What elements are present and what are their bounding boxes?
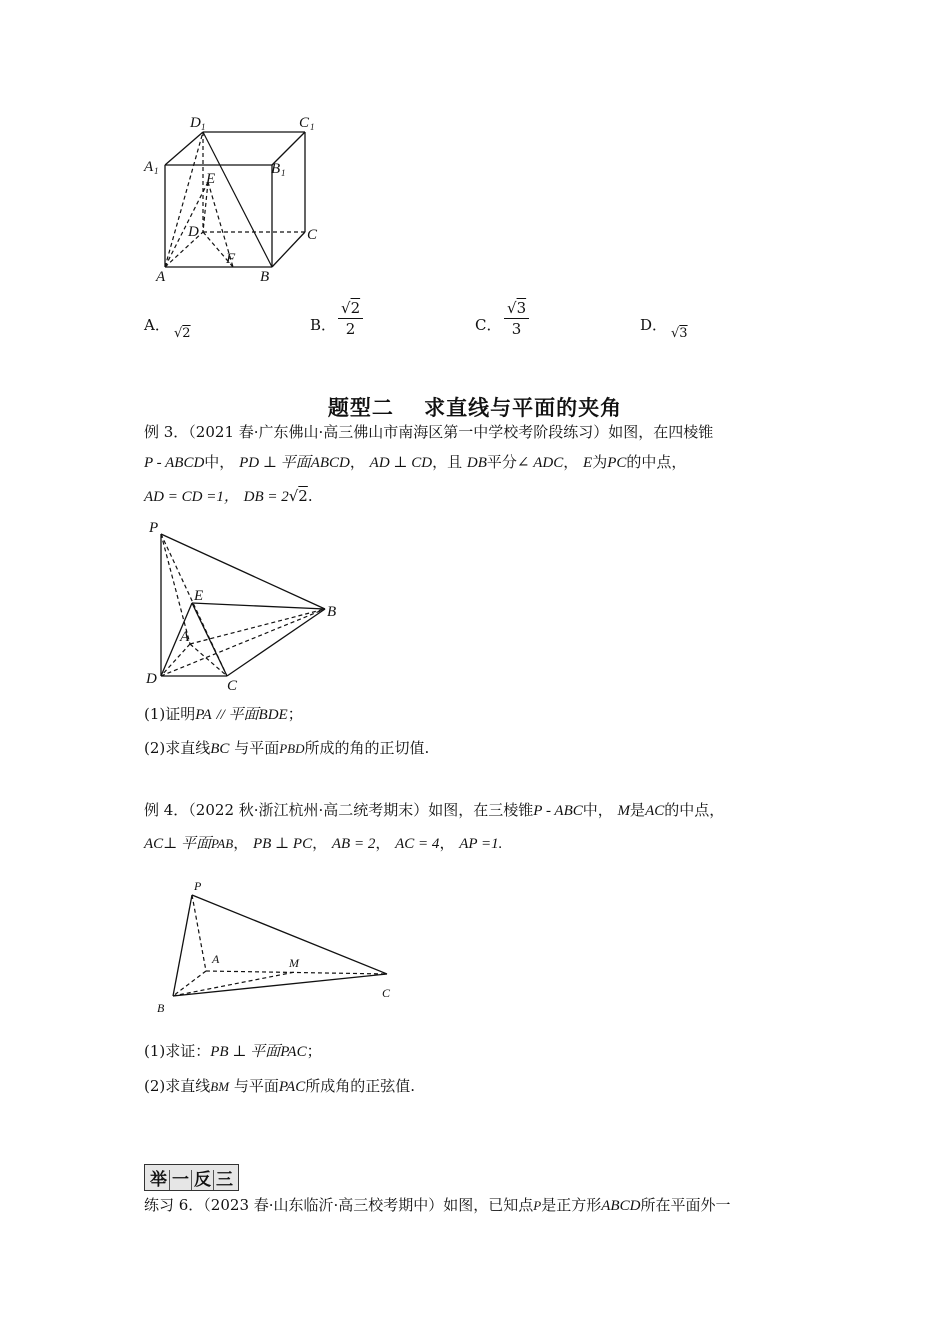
- seg-a-c: [206, 971, 387, 974]
- option-b-label: B．: [310, 316, 337, 334]
- label-p: P: [149, 520, 159, 536]
- option-c[interactable]: [475, 315, 501, 335]
- edge-a1-d1: [165, 132, 203, 165]
- label-m: M: [289, 956, 299, 970]
- seg-p-c: [161, 534, 227, 676]
- label-f: F: [226, 251, 236, 267]
- option-d-label: D．: [640, 316, 668, 334]
- ex4-question-2: (2)求直线BM 与平面PAC所成角的正弦值.: [144, 1077, 416, 1095]
- seg-a-d: [161, 644, 190, 676]
- label-c: C: [227, 678, 238, 694]
- option-a[interactable]: [144, 315, 170, 335]
- ex3-line2: P - ABCD中， PD ⊥ 平面ABCD， AD ⊥ CD，且 DB平分∠ ADC， E为PC的中点，: [144, 453, 687, 471]
- label-c1: C: [299, 115, 310, 131]
- ex3-question-2: (2)求直线BC 与平面PBD所成的角的正切值.: [144, 739, 430, 757]
- option-d[interactable]: [640, 315, 667, 335]
- label-b1: B: [271, 161, 281, 177]
- label-a1: A: [144, 159, 154, 175]
- tetrahedron-figure: [150, 875, 400, 1020]
- ex4-line1: 例 4．（2022 秋·浙江杭州·高二统考期末）如图，在三棱锥P - ABC中， M是AC的中点，: [144, 801, 725, 819]
- label-b: B: [260, 269, 270, 285]
- seg-e-a: [165, 182, 208, 267]
- practice-badge: 举 一 反 三: [144, 1164, 239, 1191]
- label-d: D: [146, 671, 157, 687]
- label-b: B: [157, 1001, 165, 1015]
- seg-a-c: [190, 644, 227, 676]
- option-a-value: √2: [174, 326, 191, 341]
- label-c1-sub: 1: [310, 122, 315, 132]
- label-e: E: [206, 171, 216, 187]
- seg-e-b: [192, 603, 325, 609]
- ex3-question-1: (1)证明PA // 平面BDE；: [144, 705, 303, 723]
- seg-b-m: [173, 972, 295, 996]
- seg-d1-b: [203, 132, 272, 267]
- option-a-label: A．: [144, 316, 170, 334]
- cube-figure: [140, 110, 340, 290]
- edge-p-b: [173, 895, 192, 996]
- label-d: D: [188, 224, 199, 240]
- ex4-question-1: (1)求证：PB ⊥ 平面PAC；: [144, 1042, 322, 1060]
- ex3-line3: AD = CD =1， DB = 2√2.: [144, 487, 313, 505]
- seg-p-a: [192, 895, 206, 971]
- label-c: C: [382, 986, 391, 1000]
- ex3-lead: 例 3．（2021 春·广东佛山·高三佛山市南海区第一中学校考阶段练习）如图，在四棱锥: [144, 423, 714, 441]
- label-c: C: [307, 227, 318, 243]
- option-b[interactable]: [310, 315, 336, 335]
- edge-p-b: [161, 534, 325, 609]
- label-d1-sub: 1: [201, 122, 206, 132]
- label-e: E: [194, 588, 204, 604]
- label-a1-sub: 1: [154, 166, 159, 176]
- label-a: A: [156, 269, 166, 285]
- seg-e-c: [192, 603, 227, 676]
- label-p: P: [194, 879, 202, 893]
- label-d1: D: [190, 115, 201, 131]
- section-title: 题型二 求直线与平面的夹角: [327, 396, 623, 420]
- pyramid-figure: [140, 515, 350, 695]
- label-a: A: [180, 629, 190, 645]
- option-b-fraction: √2 2: [338, 299, 363, 338]
- label-a: A: [212, 952, 220, 966]
- practice6-line: 练习 6．（2023 春·山东临沂·高三校考期中）如图，已知点P是正方形ABCD所在平面外一: [144, 1196, 731, 1214]
- seg-a-d1: [165, 132, 203, 267]
- seg-p-a: [161, 534, 190, 644]
- edge-b-c: [272, 232, 305, 267]
- edge-b-c: [173, 974, 387, 996]
- label-b1-sub: 1: [281, 168, 286, 178]
- ex4-line2: AC⊥ 平面PAB， PB ⊥ PC， AB = 2， AC = 4， AP =1.: [144, 834, 503, 852]
- option-d-value: √3: [671, 326, 688, 341]
- option-c-fraction: √3 3: [504, 299, 529, 338]
- option-c-label: C．: [475, 316, 502, 334]
- label-b: B: [327, 604, 337, 620]
